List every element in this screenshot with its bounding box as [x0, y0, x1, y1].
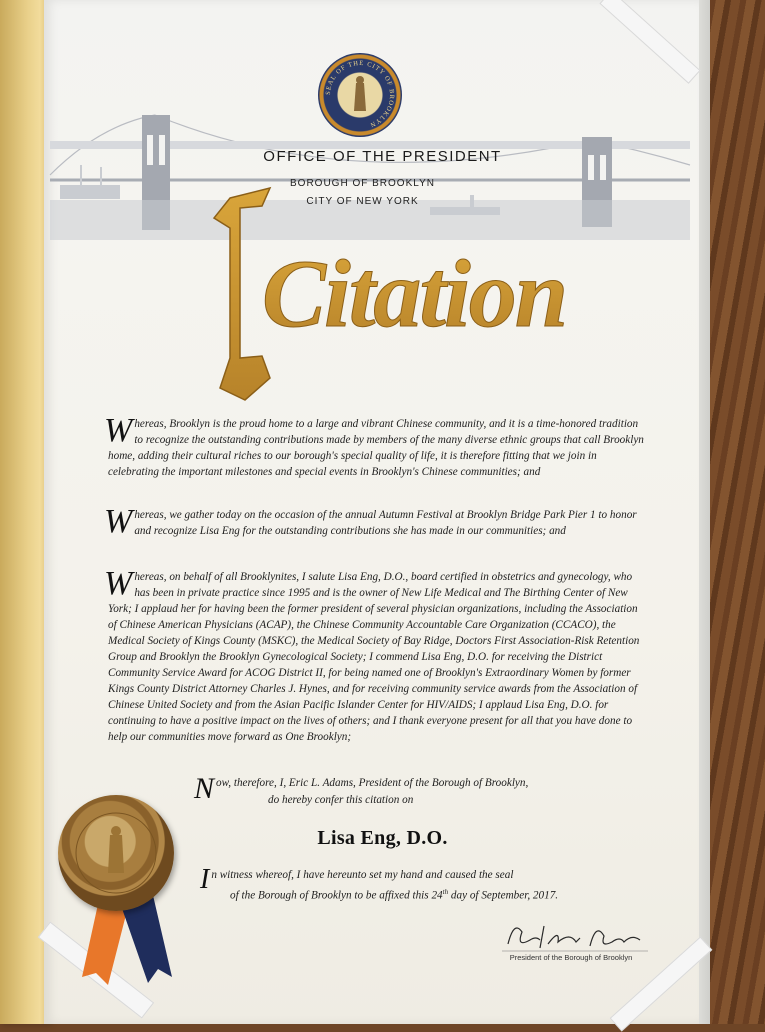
whereas-paragraph-3 [104, 565, 648, 745]
paragraph-text: hereas, Brooklyn is the proud home to a large and vibrant Chinese community, and it is a time-honored tradition to recognize the outstanding contributions made by members of the many diverse ethnic groups that call Brooklyn home, adding their cultural riches to our borough's special quality of life, it is therefore fitting that we join in celebrating the important milestones and special events in Brooklyn's Chinese communities; and [108, 418, 644, 478]
borough-heading: BOROUGH OF BROOKLYN [290, 178, 435, 189]
office-heading: OFFICE OF THE PRESIDENT [263, 148, 502, 165]
witness-statement [200, 864, 559, 905]
witness-line-2 [200, 884, 558, 905]
paragraph-initial: W [104, 503, 133, 540]
citation-title [200, 188, 567, 418]
witness-line-1: n witness whereof, I have hereunto set my hand and caused the seal [211, 869, 514, 881]
conferral-line-2: do hereby confer this citation on [268, 794, 414, 806]
gold-embossed-seal [58, 795, 174, 911]
citation-title-text: Citation [262, 240, 567, 347]
whereas-paragraph-1 [104, 412, 648, 480]
seal-ring-text: SEAL OF THE CITY OF BROOKLYN [324, 59, 396, 129]
paragraph-initial: W [104, 412, 133, 449]
witness-line-2-start: of the Borough of Brooklyn to be affixed this 24 [230, 889, 443, 902]
paragraph-initial: W [104, 565, 133, 602]
signature-title: President of the Borough of Brooklyn [509, 953, 633, 962]
city-heading: CITY OF NEW YORK [306, 196, 419, 207]
conferral-line-1: ow, therefore, I, Eric L. Adams, President of the Borough of Brooklyn, [216, 777, 529, 789]
whereas-paragraph-2 [104, 503, 648, 540]
conferral-initial: N [194, 772, 215, 805]
city-of-brooklyn-seal [318, 53, 402, 137]
paragraph-text: hereas, on behalf of all Brooklynites, I salute Lisa Eng, D.O., board certified in obstetrics and gynecology, who has been in private practice since 1995 and is the owner of New Life Medical and The Birthing Center of New York; I applaud her for having been the former president of several physician organizations, including the Association of Chinese American Physicians (ACAP), the Chinese Community Accountable Care Organization (CCACO), the Medical Society of Kings County (MSKC), the Medical Society of Bay Ridge, Doctors First Association-Risk Retention Group and Brooklyn the Brooklyn Gynecological Society; I commend Lisa Eng, D.O. for receiving the District Community Service Award for ACOG District II, for being named one of Brooklyn's Extraordinary Women by former Kings County District Attorney Charles J. Hynes, and for receiving community service awards from the Association of Chinese United Society and from the Asian Pacific Islander Center for HIV/AIDS; I applaud Lisa Eng, D.O. for continuing to have a positive impact on the lives of others; and I thank everyone present for all that you have done to help our communities move forward as One Brooklyn; [108, 571, 640, 743]
witness-ordinal-suffix: th [442, 888, 449, 896]
recipient-name: Lisa Eng, D.O. [317, 827, 448, 849]
handwritten-signature [500, 918, 650, 954]
witness-initial: I [200, 864, 210, 895]
conferral-statement [194, 772, 529, 809]
witness-line-2-end: day of September, 2017. [448, 889, 559, 902]
paragraph-text: hereas, we gather today on the occasion of the annual Autumn Festival at Brooklyn Bridge Park Pier 1 to honor and recognize Lisa Eng for the outstanding contributions she has made in our communities; and [134, 509, 637, 537]
